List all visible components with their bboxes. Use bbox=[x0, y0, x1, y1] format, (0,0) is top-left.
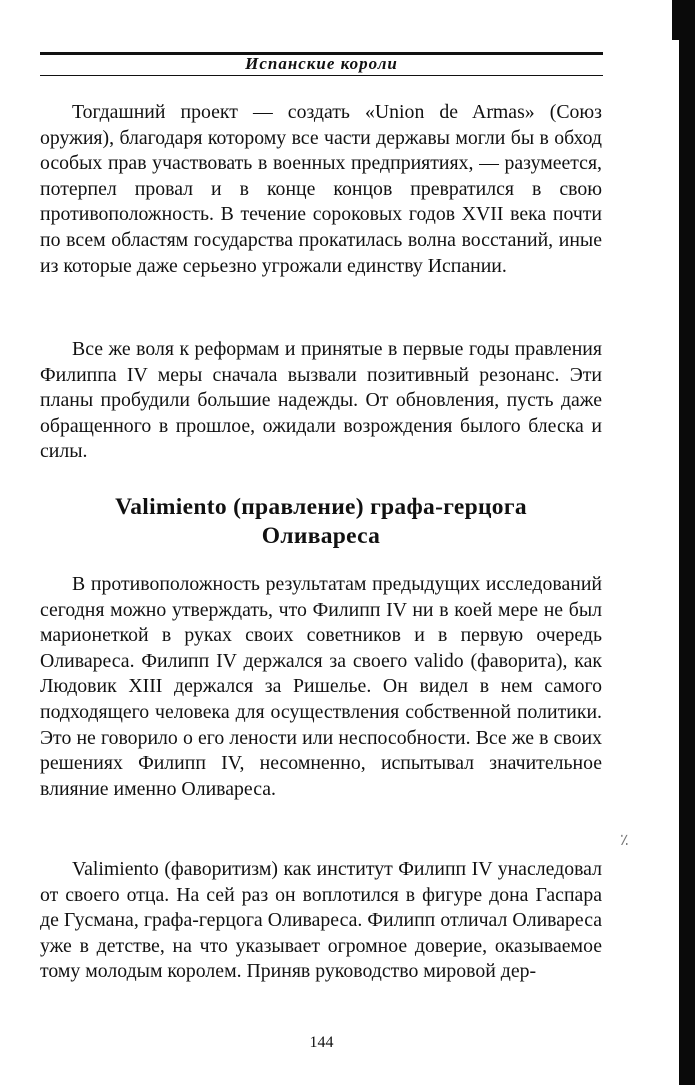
running-header: Испанские короли bbox=[245, 54, 398, 73]
paragraph-4 bbox=[40, 857, 602, 985]
page-number: 144 bbox=[309, 1034, 334, 1051]
paragraph-3 bbox=[40, 572, 602, 802]
header-rule-bottom bbox=[40, 75, 603, 76]
paragraph-1 bbox=[40, 100, 602, 279]
section-heading bbox=[40, 493, 602, 551]
scan-edge-bar bbox=[679, 0, 695, 1085]
paragraph-1-text: Тогдашний проект — создать «Union de Armas» (Союз оружия), благодаря которому все части державы могли бы в обход особых прав участвовать в военных предприятиях, — разумеется, потерпел провал и в конце концов превратился в свою противоположность. В течение сороковых годов XVII века почти по всем областям государства прокатилась волна восстаний, иные из которые даже серьезно угрожали единству Испании. bbox=[40, 101, 602, 277]
paragraph-2 bbox=[40, 337, 602, 465]
section-heading-line-2: Оливареса bbox=[261, 523, 381, 549]
paragraph-3-text: В противоположность результатам предыдущих исследований сегодня можно утверждать, что Филипп IV ни в коей мере не был марионеткой в руках своих советников и в первую очередь Оливареса. Филипп IV держался за своего valido (фаворита), как Людовик XIII держался за Ришелье. Он видел в нем самого подходящего человека для осуществления собственной политики. Это не говорило о его лености или неспособности. Все же в своих решениях Филипп IV, несомненно, испытывал значительное влияние именно Оливареса. bbox=[40, 573, 602, 800]
section-heading-line-1: Valimiento (правление) графа-герцога bbox=[115, 494, 527, 520]
margin-mark: ٪ bbox=[620, 832, 629, 849]
paragraph-2-text: Все же воля к реформам и принятые в первые годы правления Филиппа IV меры сначала вызвали позитивный резонанс. Эти планы пробудили большие надежды. От обновления, пусть даже обращенного в прошлое, ожидали возрождения былого блеска и силы. bbox=[40, 338, 602, 463]
paragraph-4-text: Valimiento (фаворитизм) как институт Филипп IV унаследовал от своего отца. На сей раз он воплотился в фигуре дона Гаспара де Гусмана, графа-герцога Оливареса. Филипп отличал Оливареса уже в детстве, на что указывает огромное доверие, оказываемое тому молодым королем. Приняв руководство мировой дер- bbox=[40, 858, 602, 983]
